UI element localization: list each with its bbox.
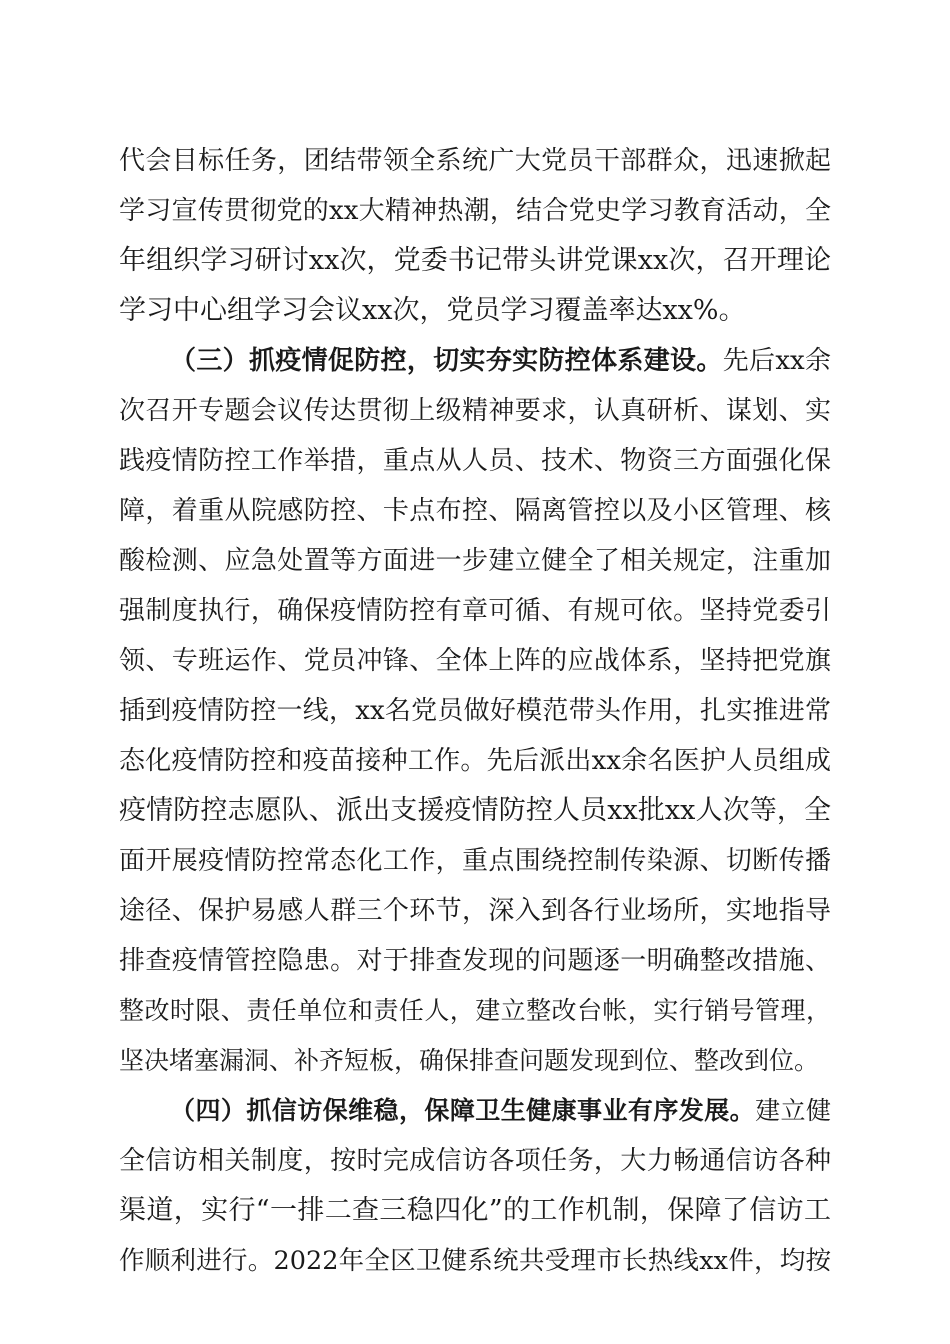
body-line: 途径、保护易感人群三个环节，深入到各行业场所，实地指导 [119, 896, 831, 926]
section-4-first-line [170, 1086, 831, 1136]
body-line: 学习宣传贯彻党的xx大精神热潮，结合党史学习教育活动，全 [119, 196, 831, 226]
body-line: 践疫情防控工作举措，重点从人员、技术、物资三方面强化保 [119, 446, 831, 476]
body-line: 年组织学习研讨xx次，党委书记带头讲党课xx次，召开理论 [119, 245, 831, 276]
body-line: 面开展疫情防控常态化工作，重点围绕控制传染源、切断传播 [119, 846, 831, 876]
body-line: 渠道，实行“一排二查三稳四化”的工作机制，保障了信访工 [119, 1195, 831, 1226]
section-3-first-line [170, 336, 831, 386]
section-4-lead-text: 建立健 [755, 1096, 831, 1125]
body-line: 插到疫情防控一线，xx名党员做好模范带头作用，扎实推进常 [119, 696, 831, 726]
body-line: 态化疫情防控和疫苗接种工作。先后派出xx余名医护人员组成 [119, 746, 831, 776]
body-line: 领、专班运作、党员冲锋、全体上阵的应战体系，坚持把党旗 [119, 646, 831, 676]
section-4-heading: （四）抓信访保维稳，保障卫生健康事业有序发展。 [170, 1096, 756, 1125]
body-line: 次召开专题会议传达贯彻上级精神要求，认真研析、谋划、实 [119, 396, 831, 426]
body-line: 酸检测、应急处置等方面进一步建立健全了相关规定，注重加 [119, 546, 831, 576]
section-3-heading: （三）抓疫情促防控，切实夯实防控体系建设。 [170, 346, 723, 376]
body-line: 障，着重从院感防控、卡点布控、隔离管控以及小区管理、核 [119, 496, 831, 526]
section-3-lead-text: 先后xx余 [722, 346, 831, 376]
body-line: 整改时限、责任单位和责任人，建立整改台帐，实行销号管理， [119, 996, 831, 1025]
body-line: 作顺利进行。2022年全区卫健系统共受理市长热线xx件，均按 [119, 1246, 831, 1276]
body-line: 排查疫情管控隐患。对于排查发现的问题逐一明确整改措施、 [119, 946, 831, 976]
body-line: 疫情防控志愿队、派出支援疫情防控人员xx批xx人次等，全 [119, 795, 831, 826]
body-line: 强制度执行，确保疫情防控有章可循、有规可依。坚持党委引 [119, 596, 831, 626]
body-line: 学习中心组学习会议xx次，党员学习覆盖率达xx%。 [119, 295, 746, 326]
body-line: 坚决堵塞漏洞、补齐短板，确保排查问题发现到位、整改到位。 [119, 1046, 820, 1075]
body-line: 代会目标任务，团结带领全系统广大党员干部群众，迅速掀起 [119, 146, 831, 176]
body-line: 全信访相关制度，按时完成信访各项任务，大力畅通信访各种 [119, 1146, 831, 1176]
